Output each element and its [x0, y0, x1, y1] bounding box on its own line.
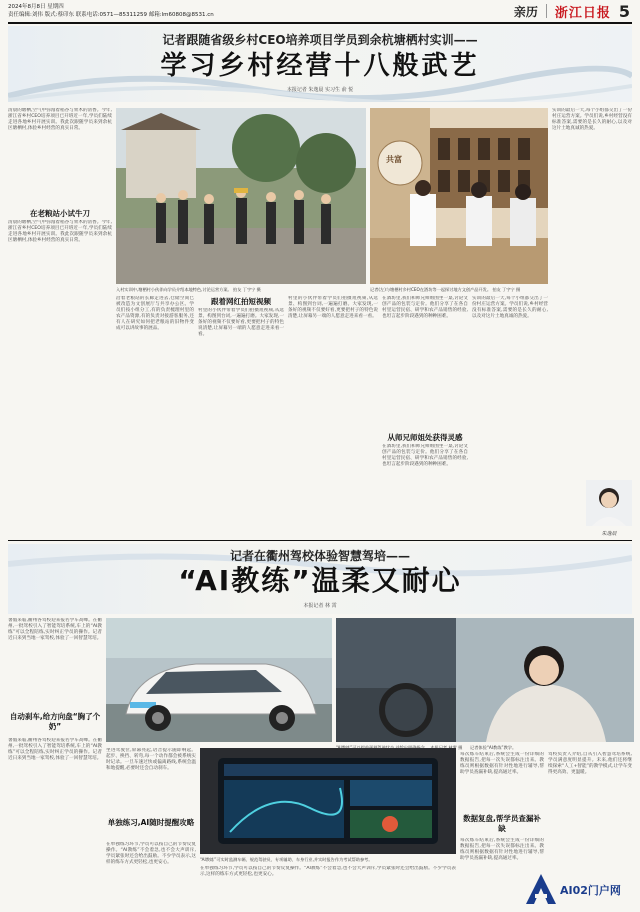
- masthead-info: [8, 4, 308, 19]
- reporter-driving-image: [336, 618, 634, 742]
- photo-reporter-driving: [336, 618, 634, 742]
- article1-banner: [8, 26, 632, 102]
- article1-col1-text: 清晨的塘栖,空气中弥漫着稻谷与果木的清香。今年,浙江省乡村CEO培养项目已开班近一年,学员们陆续走进各地乡村开展实训。我此次跟随学员来到余杭区塘栖村,体验乡村经营的真实日常。: [8, 108, 112, 132]
- article1-col3b-text: 村里的小伙伴带着学员们拍摄短视频,从选景、构图到台词,一遍遍打磨。大家发现,一条好的视频不仅要好看,更要把村子的特色说清楚,让屏幕另一端的人愿意走进来看一看。: [288, 296, 378, 320]
- header-divider: [546, 4, 547, 18]
- article2-subhead-1: 自动刹车,给方向盘“胸了个奶”: [9, 712, 101, 731]
- section-name: 亲历: [513, 4, 538, 19]
- article2-byline: 本报记者 林 霄: [303, 603, 337, 609]
- logo-text: AI02门户网: [560, 884, 621, 897]
- village-scene-image: [116, 108, 366, 284]
- article2-col2-text: 坐进驾驶位,屏幕亮起,语音提示随即响起。起步、换挡、转弯,每一个动作都会被系统实时记录。一旦车速过快或偏离路线,系统会温和地提醒,必要时还会自动刹车。: [106, 748, 196, 772]
- article2-col4-text: 每次练车结束后,系统会生成一份详细的数据报告,把每一次失误都标注出来。教练员则根据数据有针对性地进行辅导,帮助学员查漏补缺,提高通过率。: [460, 752, 544, 776]
- article2-col5-text: 驾校负责人介绍,自从引入智慧驾培系统,学员满意度明显提升。未来,他们还将继续探索“人工+智能”的教学模式,让学车变得更高效、更温暖。: [548, 752, 632, 776]
- reporter-photo: [586, 480, 632, 526]
- site-logo: [524, 872, 621, 906]
- page-number: 5: [618, 1, 630, 21]
- article1-subhead-3: 从师兄师姐处获得灵感: [387, 433, 463, 442]
- photo3-caption: 记者体验“AI教练”教学。: [470, 745, 517, 750]
- article2-subhead-3: 数据复盘,帮学员查漏补缺: [463, 814, 541, 833]
- photo5-caption: “AI教练”可以提前预判驾驶状态,并给出明确指令。 本报记者 林霄 摄: [336, 745, 463, 750]
- article1-col5-text: 实训的最后一天,每个小组都交出了一份村庄运营方案。学员们说,乡村经营没有标准答案,需要的是长久的耐心,以及对这片土地真诚的热爱。: [552, 108, 632, 132]
- article1-col3-text: 村里的小伙伴带着学员们拍摄短视频,从选景、构图到台词,一遍遍打磨。大家发现,一条好的视频不仅要好看,更要把村子的特色说清楚,让屏幕另一端的人愿意走进来看一看。: [198, 308, 284, 338]
- article1-byline: 本报记者 朱逸晨 实习生 俞 悦: [286, 87, 354, 93]
- photo-village-training: [116, 108, 366, 284]
- reporter-signature: 朱逸晨: [601, 531, 617, 537]
- photo4-caption: “AI教练”可实时监测车辆、规范驾驶员、专项辅助、车身行业,并实时报告作为考试帮助参考。: [200, 857, 373, 862]
- article1-subhead-1: 在老粮站小试牛刀: [30, 209, 90, 218]
- article2-col4b-text: 每次练车结束后,系统会生成一份详细的数据报告,把每一次失误都标注出来。教练员则根据数据有针对性地进行辅导,帮助学员查漏补缺,提高通过率。: [460, 838, 544, 862]
- ai-car-image: [106, 618, 332, 742]
- article2-col2b-text: 在单独练习环节,学员可以按自己的节奏反复操作。“AI教练”不会着急,也不会大声训斥,学员紧张时还会给出鼓励。不少学员表示,这样的练车方式更轻松,也更安心。: [106, 842, 196, 866]
- article1-kicker: 记者跟随省级乡村CEO培养项目学员到余杭塘栖村实训——: [162, 33, 478, 47]
- wine-shop-image: [370, 108, 548, 284]
- article2-col1-text: 暑假来临,衢州各驾校迎来报名学车高峰。在衢州,一批驾校引入了智能驾培系统,车上的“AI教练”可以全程陪练,实时纠正学员的操作。记者近日来到当地一家驾校,体验了一回智慧驾培。: [8, 618, 102, 642]
- logo-a-icon: [524, 872, 558, 906]
- article2-banner: [8, 544, 632, 614]
- paper-name: 浙江日报: [554, 5, 611, 21]
- header-rule: [8, 22, 632, 24]
- article2-col1b-text: 暑假来临,衢州各驾校迎来报名学车高峰。在衢州,一批驾校引入了智能驾培系统,车上的“AI教练”可以全程陪练,实时纠正学员的操作。记者近日来到当地一家驾校,体验了一回智慧驾培。: [8, 738, 102, 762]
- article1-subhead-2: 跟着网红拍短视频: [211, 297, 271, 306]
- photo-wine-shop: [370, 108, 548, 284]
- article1-col2-text: 沿着老粮站的长廊走进去,仓储空间已被改造为文创展厅与共享办公区。学员们按小组分工,有的负责梳理村里的农产品资源,有的负责对接游客服务,还有人在研究如何把老粮站的旧物件变成可以讲故事的展品。: [116, 296, 194, 332]
- reporter-portrait: [586, 480, 632, 537]
- photo-ai-screen: [200, 748, 456, 854]
- page-header-right: [514, 2, 630, 20]
- article1-title: 学习乡村经营十八般武艺: [160, 51, 480, 81]
- article-separator: [8, 540, 632, 541]
- photo2-caption: 记者(左)与塘栖村乡村CEO在酒坊等一起探讨地方文创产品开发。 拍友 丁字宁 摄: [370, 287, 521, 292]
- article2-col3-text: 在单独练习环节,学员可以按自己的节奏反复操作。“AI教练”不会着急,也不会大声训斥,学员紧张时还会给出鼓励。不少学员表示,这样的练车方式更轻松,也更安心。: [200, 866, 456, 878]
- article2-title: “AI教练”温柔又耐心: [178, 564, 462, 597]
- article2-subhead-2: 单独练习,AI随时提醒攻略: [107, 818, 195, 827]
- date-line: 2024年8月8日 星期四: [8, 4, 64, 10]
- editor-line: 责任编辑:刘伟 版式:蔡印东 联系电话:0571—85311259 邮箱:lm60808@8531.cn: [8, 11, 214, 18]
- photo1-caption: 入村实训中,塘栖村小伙伴向学员介绍本地特色,讨论运营方案。 拍友 丁字宁 摄: [116, 287, 261, 292]
- article1-col1b-text: 清晨的塘栖,空气中弥漫着稻谷与果木的清香。今年,浙江省乡村CEO培养项目已开班近一年,学员们陆续走进各地乡村开展实训。我此次跟随学员来到余杭区塘栖村,体验乡村经营的真实日常。: [8, 220, 112, 244]
- article1-col4b-text: 在酒坊里,我们和师兄师姐围坐一桌,讨论文创产品的包装与定价。他们分享了在各自村里运营民宿、研学和农产品销售的经验,也坦言起步阶段遇到的种种困难。: [382, 444, 468, 468]
- article1-col4c-text: 实训的最后一天,每个小组都交出了一份村庄运营方案。学员们说,乡村经营没有标准答案,需要的是长久的耐心,以及对这片土地真诚的热爱。: [472, 296, 548, 320]
- ai-screen-image: [200, 748, 456, 854]
- article1-col4-text: 在酒坊里,我们和师兄师姐围坐一桌,讨论文创产品的包装与定价。他们分享了在各自村里运营民宿、研学和农产品销售的经验,也坦言起步阶段遇到的种种困难。: [382, 296, 468, 320]
- photo-ai-car: [106, 618, 332, 742]
- photo2-sign: 共富: [386, 155, 402, 164]
- article2-kicker: 记者在衢州驾校体验智慧驾培——: [229, 549, 410, 563]
